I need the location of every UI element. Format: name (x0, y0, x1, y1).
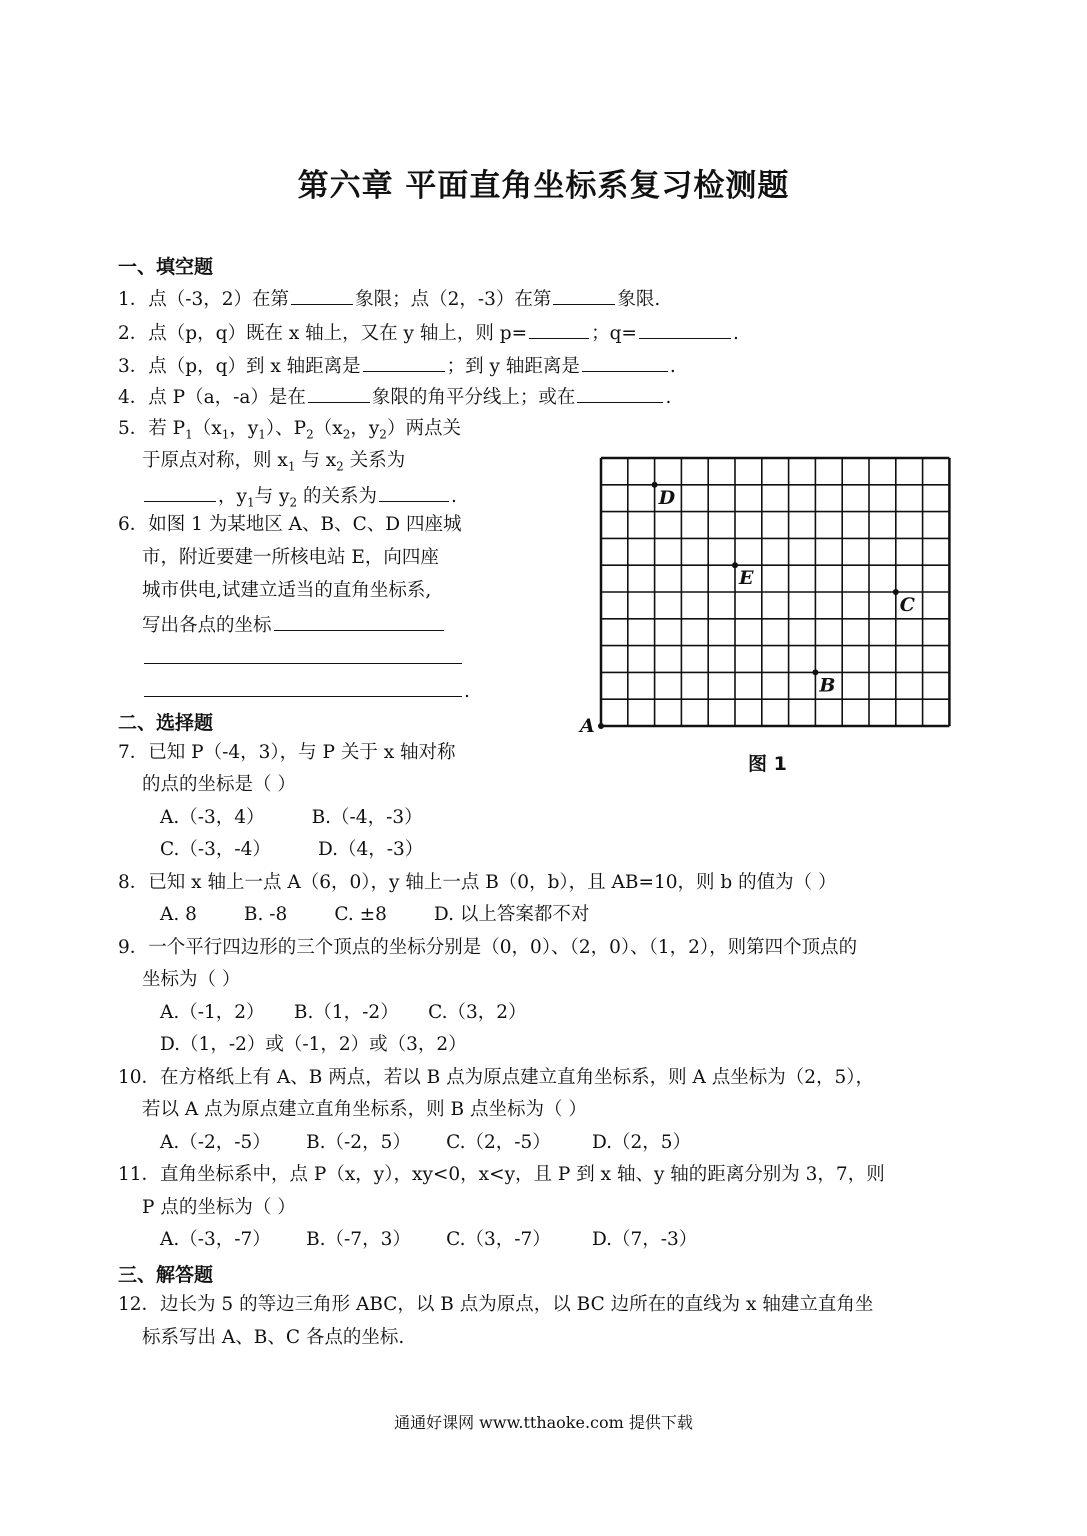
question-5-line-1: 5．若 $P_1(x_1$，$y_1$）、$P_2(x_2$，$y_2$）两点关 (118, 418, 461, 442)
point-label-b: B (819, 674, 836, 697)
question-10-line-1: 10．在方格纸上有 A、B 两点，若以 B 点为原点建立直角坐标系，则 A 点坐标为（2，5）， (118, 1067, 875, 1088)
footer-credit: 通通好课网 www.tthaoke.com 提供下载 (394, 1413, 693, 1432)
question-9-option-d: D.（1，-2）或（-1，2）或（3，2） (160, 1034, 467, 1055)
point-c (893, 589, 899, 595)
question-6-line-4: 写出各点的坐标 (142, 610, 446, 639)
answer-blank[interactable] (582, 351, 668, 372)
question-4: 4．点 P（a，-a）是在 象限的角平分线上；或在 . (118, 382, 671, 411)
question-11-line-2: P 点的坐标为（ ） (142, 1197, 296, 1218)
point-e (732, 562, 738, 568)
point-b (812, 669, 818, 675)
question-7-line-1: 7．已知 P（-4，3），与 P 关于 x 轴对称 (118, 742, 456, 763)
answer-blank[interactable] (144, 676, 462, 697)
point-label-d: D (658, 486, 676, 509)
question-8-options: A. 8 B. -8 C. ±8 D. 以上答案都不对 (160, 904, 590, 925)
answer-blank[interactable] (379, 481, 449, 502)
answer-blank[interactable] (291, 284, 353, 305)
question-11-options: A.（-3，-7） B.（-7，3） C.（3，-7） D.（7，-3） (160, 1229, 698, 1250)
grid-figure (577, 452, 957, 742)
point-label-a: A (580, 715, 595, 737)
question-11-line-1: 11．直角坐标系中，点 P（x，y），xy<0，x<y，且 P 到 x 轴、y 轴的距离分别为 3，7，则 (118, 1164, 885, 1185)
question-5-line-3: ，$y_1$与 $y_2$ 的关系为 . (142, 481, 457, 516)
question-12-line-2: 标系写出 A、B、C 各点的坐标. (142, 1327, 405, 1348)
section-choice: 二、选择题 (118, 712, 214, 734)
question-6-line-6: . (142, 676, 470, 705)
section-solve: 三、解答题 (118, 1264, 214, 1286)
point-a (598, 723, 604, 729)
answer-blank[interactable] (577, 382, 663, 403)
answer-blank[interactable] (363, 351, 445, 372)
point-d (652, 482, 658, 488)
question-6-line-3: 城市供电,试建立适当的直角坐标系, (142, 580, 432, 601)
question-7-options-ab: A.（-3，4） B.（-4，-3） (160, 807, 423, 828)
question-9-line-1: 9．一个平行四边形的三个顶点的坐标分别是（0，0）、（2，0）、（1，2），则第四个顶点的 (118, 937, 858, 958)
section-fill-in: 一、填空题 (118, 256, 214, 278)
question-7-options-cd: C.（-3，-4） D.（4，-3） (160, 839, 424, 860)
question-8-line-1: 8．已知 x 轴上一点 A（6，0），y 轴上一点 B（0，b），且 AB=10，则 b 的值为（ ） (118, 872, 837, 893)
question-6-line-5 (142, 643, 464, 672)
question-6-line-2: 市，附近要建一所核电站 E，向四座 (142, 547, 439, 568)
question-3: 3．点（p，q）到 x 轴距离是 ；到 y 轴距离是 . (118, 351, 676, 380)
question-12-line-1: 12．边长为 5 的等边三角形 ABC，以 B 点为原点，以 BC 边所在的直线为 x 轴建立直角坐 (118, 1294, 874, 1315)
answer-blank[interactable] (308, 382, 370, 403)
answer-blank[interactable] (529, 318, 589, 339)
answer-blank[interactable] (144, 643, 462, 664)
answer-blank[interactable] (639, 318, 731, 339)
question-7-line-2: 的点的坐标是（ ） (142, 774, 296, 795)
question-10-line-2: 若以 A 点为原点建立直角坐标系，则 B 点坐标为（ ） (142, 1099, 587, 1120)
page-title: 第六章 平面直角坐标系复习检测题 (297, 168, 790, 204)
point-label-c: C (899, 594, 915, 616)
answer-blank[interactable] (274, 610, 444, 631)
question-6-line-1: 6．如图 1 为某地区 A、B、C、D 四座城 (118, 514, 462, 535)
question-1: 1．点（-3，2）在第 象限；点（2，-3）在第 象限. (118, 284, 660, 313)
question-9-line-2: 坐标为（ ） (142, 969, 241, 990)
question-10-options: A.（-2，-5） B.（-2，5） C.（2，-5） D.（2，5） (160, 1132, 692, 1153)
question-2: 2．点（p，q）既在 x 轴上，又在 y 轴上，则 p= ；q= . (118, 318, 739, 347)
answer-blank[interactable] (144, 481, 216, 502)
figure-caption: 图 1 (748, 753, 787, 775)
question-9-options-abc: A.（-1，2） B.（1，-2） C.（3，2） (160, 1002, 527, 1023)
point-label-e: E (739, 567, 754, 590)
question-5-line-2: 于原点对称，则 $x_1$ 与 $x_2$ 关系为 (142, 450, 406, 474)
answer-blank[interactable] (553, 284, 615, 305)
